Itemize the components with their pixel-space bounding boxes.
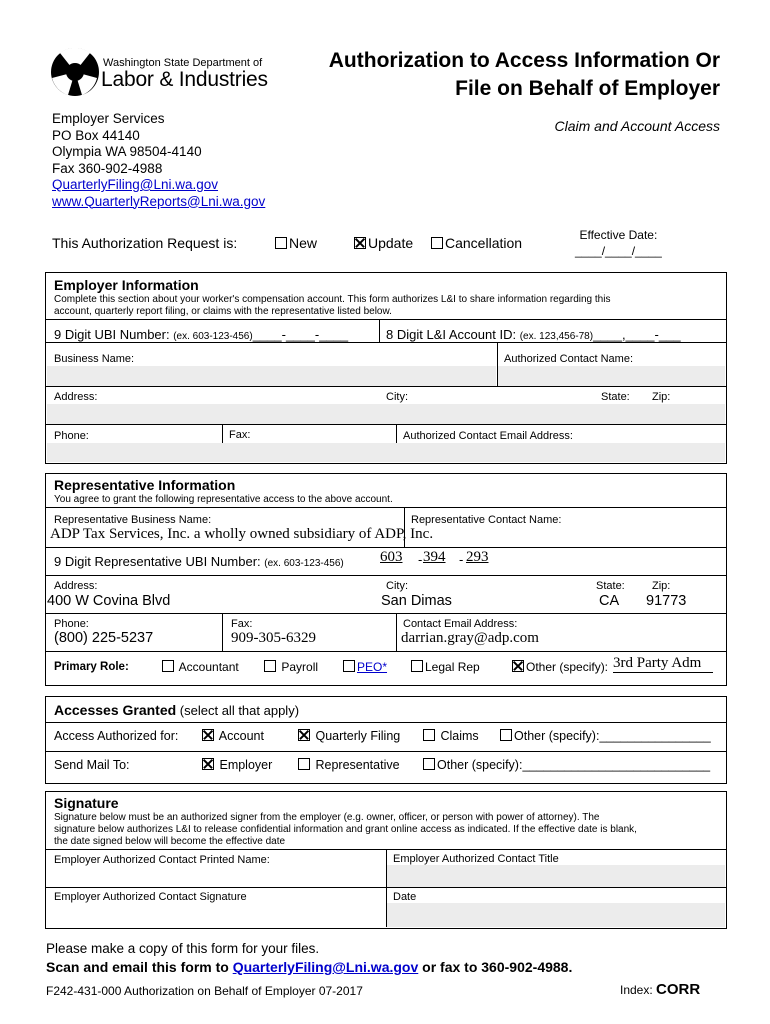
logo-line2: Labor & Industries [101,68,268,91]
mail-representative[interactable]: Representative [298,758,400,772]
rep-ubi-part1[interactable]: 603 [380,549,403,565]
employer-heading: Employer Information [54,277,199,293]
update-label: Update [368,235,414,251]
access-account[interactable]: Account [202,729,264,743]
zip-label: Zip: [652,391,671,403]
new-option[interactable] [275,235,317,251]
rep-zip-label: Zip: [652,580,671,592]
employer-account-id[interactable]: 8 Digit L&I Account ID: (ex. 123,456-78)____,____-___ [386,327,681,342]
rep-email-label: Contact Email Address: [403,618,518,630]
mail-other[interactable]: Other (specify):___________________________ [423,758,710,772]
signature-heading: Signature [54,795,119,811]
index-code: Index: CORR [620,981,701,998]
representative-section: Representative Information You agree to grant the following representative access to the above account. Representative Business Name: Representative Contact Name: ADP Tax Services, Inc. a wholly owned subsidiary of ADP, Inc. 9 Digit Representative UBI Number: (ex. 603-123-456) 603 - 394 - 293 Address: 400 W Covina Blvd City: San Dimas State: CA Zip: 91773 Phone: (800) 225-5237 Fax: 909-305-6329 Contact Email Address: darrian.gray@adp.com Primary Role: Accountant Payroll PEO* Legal Rep Other (specify): 3rd Party Adm [45,473,727,686]
rep-business-value[interactable]: ADP Tax Services, Inc. a wholly owned subsidiary of ADP, Inc. [50,526,434,542]
phone-label: Phone: [54,430,89,442]
rep-phone-value[interactable]: (800) 225-5237 [54,630,154,646]
rep-state-value[interactable]: CA [599,593,620,609]
send-mail-label: Send Mail To: [54,758,130,772]
address-line: Olympia WA 98504-4140 [52,144,202,159]
employer-address-field[interactable] [47,404,725,424]
request-label: This Authorization Request is: [52,235,238,251]
scan-email-link[interactable]: QuarterlyFiling@Lni.wa.gov [232,959,419,975]
web-link[interactable]: www.QuarterlyReports@Lni.wa.gov [52,193,266,209]
access-claims[interactable]: Claims [423,729,479,743]
rep-desc: You agree to grant the following representative access to the above account. [54,494,393,505]
rep-email-value[interactable]: darrian.gray@adp.com [401,630,539,646]
effective-date-label: Effective Date: [579,228,658,242]
address-line: PO Box 44140 [52,127,140,143]
employer-desc1: Complete this section about your worker's compensation account. This form authorizes L&I to share information regarding this [54,294,611,305]
mail-employer[interactable]: Employer [202,758,272,772]
checkbox-other[interactable] [512,660,524,672]
form-title [280,47,720,103]
signature-desc3: the date signed below will become the effective date [54,836,286,847]
employer-contact-field[interactable] [47,443,725,462]
rep-city-label: City: [386,580,408,592]
date-field[interactable] [387,903,725,927]
checkbox-payroll[interactable] [264,660,276,672]
signature-desc1: Signature below must be an authorized signer from the employer (e.g. owner, officer, or person with power of attorney). The [54,812,600,823]
rep-ubi-part2[interactable]: 394 [423,549,446,565]
effective-date-field[interactable]: ____/____/____ [575,244,662,258]
role-payroll[interactable]: Payroll [264,660,318,674]
printed-name-label: Employer Authorized Contact Printed Name: [54,854,270,866]
rep-fax-value[interactable]: 909-305-6329 [231,630,316,646]
contact-title-field[interactable] [387,865,725,887]
role-other-value[interactable]: 3rd Party Adm [613,655,713,673]
fax-label: Fax: [229,429,251,441]
employer-section [45,272,727,464]
rep-phone-label: Phone: [54,618,89,630]
checkbox-cancellation[interactable] [431,237,443,249]
checkbox-new[interactable] [275,237,287,249]
checkbox-mail-employer[interactable] [202,758,214,770]
access-quarterly-filing[interactable]: Quarterly Filing [298,729,400,743]
rep-contact-label: Representative Contact Name: [411,514,562,526]
logo-line1: Washington State Department of [103,57,263,69]
checkbox-mail-representative[interactable] [298,758,310,770]
form-id: F242-431-000 Authorization on Behalf of Employer 07-2017 [46,984,363,998]
rep-state-label: State: [596,580,625,592]
contact-title-label: Employer Authorized Contact Title [393,853,559,865]
rep-address-label: Address: [54,580,98,592]
address-label: Address: [54,391,98,403]
rep-heading: Representative Information [54,477,236,493]
checkbox-peo[interactable] [343,660,355,672]
access-section [45,696,727,784]
rep-fax-label: Fax: [231,618,253,630]
rep-city-value[interactable]: San Dimas [381,593,452,609]
rep-ubi-label: 9 Digit Representative UBI Number: (ex. 603-123-456) [54,554,344,569]
auth-contact-field[interactable] [498,366,725,386]
checkbox-legal-rep[interactable] [411,660,423,672]
new-label: New [289,235,318,251]
rep-address-value[interactable]: 400 W Covina Blvd [47,593,171,609]
date-label: Date [393,891,417,903]
checkbox-account[interactable] [202,729,214,741]
business-name-field[interactable] [47,366,496,386]
title-line2: File on Behalf of Employer [455,77,720,100]
signature-label: Employer Authorized Contact Signature [54,891,247,903]
role-legal-rep[interactable]: Legal Rep [411,660,480,674]
primary-role-label: Primary Role: [54,661,129,673]
checkbox-accountant[interactable] [162,660,174,672]
employer-desc2: account, quarterly report filing, or claims with the representative listed below. [54,306,392,317]
address-block [52,111,265,210]
rep-business-label: Representative Business Name: [54,514,212,526]
checkbox-claims[interactable] [423,729,435,741]
title-line1: Authorization to Access Information Or [328,49,720,72]
rep-zip-value[interactable]: 91773 [646,593,687,609]
scan-note: Scan and email this form to QuarterlyFiling@Lni.wa.gov or fax to 360-902-4988. [46,959,573,975]
effective-date [575,227,662,259]
signature-section [45,791,727,929]
checkbox-mail-other[interactable] [423,758,435,770]
role-accountant[interactable]: Accountant [162,660,239,674]
access-other[interactable]: Other (specify):________________ [500,729,711,743]
auth-contact-label: Authorized Contact Name: [504,353,634,365]
role-other[interactable]: Other (specify): [512,660,608,674]
contact-email-label: Authorized Contact Email Address: [403,430,573,442]
lni-logo-icon [50,45,100,99]
role-peo[interactable]: PEO* [343,660,387,674]
address-line: Employer Services [52,111,165,126]
checkbox-quarterly-filing[interactable] [298,729,310,741]
business-name-label: Business Name: [54,353,135,365]
checkbox-access-other[interactable] [500,729,512,741]
copy-note: Please make a copy of this form for your files. [46,941,320,956]
employer-ubi[interactable]: 9 Digit UBI Number: (ex. 603-123-456)____-____-____ [54,327,349,342]
state-label: State: [601,391,630,403]
access-authorized-label: Access Authorized for: [54,729,179,743]
city-label: City: [386,391,408,403]
rep-ubi-part3[interactable]: 293 [466,549,489,565]
email-link[interactable]: QuarterlyFiling@Lni.wa.gov [52,177,219,192]
cancellation-option[interactable] [431,235,522,251]
access-heading: Accesses Granted (select all that apply) [54,702,300,718]
cancellation-label: Cancellation [445,235,523,251]
signature-desc2: signature below authorizes L&I to release confidential information and grant online access as indicated. If the effective date is blank, [54,824,637,835]
update-option[interactable] [354,235,413,251]
checkbox-update[interactable] [354,237,366,249]
address-line: Fax 360-902-4988 [52,160,163,176]
form-subtitle: Claim and Account Access [554,118,720,134]
